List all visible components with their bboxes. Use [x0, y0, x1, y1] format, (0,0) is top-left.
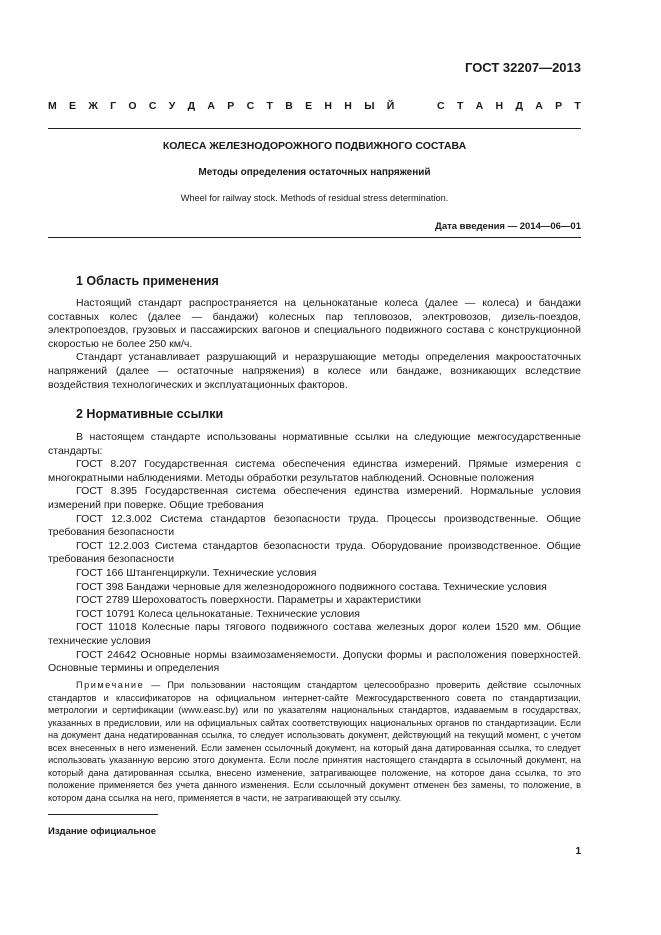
- interstate-letter: Д: [187, 100, 196, 112]
- note-label: Примечание: [76, 680, 145, 690]
- interstate-letters: [48, 100, 581, 112]
- reference-item: ГОСТ 10791 Колеса цельнокатаные. Технические условия: [76, 607, 360, 620]
- interstate-letter: У: [168, 100, 176, 112]
- interstate-letter: Н: [324, 100, 332, 112]
- interstate-letter: А: [207, 100, 215, 112]
- page-number: 1: [575, 846, 581, 857]
- section-1-body: [48, 297, 581, 392]
- section-2-intro: В настоящем стандарте использованы нормативные ссылки на следующие межгосударственные стандарты:: [48, 431, 581, 457]
- section-1-heading: 1 Область применения: [76, 274, 219, 288]
- interstate-letter: Р: [227, 100, 235, 112]
- interstate-letter: С: [246, 100, 255, 112]
- interstate-gap: [422, 100, 425, 112]
- interstate-banner: [48, 100, 581, 112]
- note-text: — При пользовании настоящим стандартом целесообразно проверить действие ссылочных стандартов и классификаторов на официальном интернет-сайте Межгосударственного совета по стандартизации, метрологии и сертификации (www.easc.by) или по указателям национальных стандартов, издаваемым в государствах, указанных в предисловии, или на официальных сайтах соответствующих национальных органов по стандартизации. Если на документ дана недатированная ссылка, то следует использовать документ, действующий на текущий момент, с учетом всех внесенных в него изменений. Если заменен ссылочный документ, на который дана датированная ссылка, то следует использовать указанную версию этого документа. Если после принятия настоящего стандарта в ссылочный документ, на который дана датированная ссылка, внесено изменение, затрагивающее положение, на которое дана ссылка, то это положение применяется без учета данного изменения. Если ссылочный документ отменен без замены, то положение, в котором дана ссылка на него, применяется в части, не затрагивающей эту ссылку.: [48, 680, 581, 803]
- interstate-letter: С: [437, 100, 445, 112]
- interstate-letter: Е: [305, 100, 313, 112]
- document-title: КОЛЕСА ЖЕЛЕЗНОДОРОЖНОГО ПОДВИЖНОГО СОСТАВА: [162, 140, 467, 152]
- section-1-paragraph: Настоящий стандарт распространяется на цельнокатаные колеса (далее — колеса) и бандажи составных колес (далее — бандажи) колесных пар тепловозов, электровозов, дизель-поездов, электропоездов, грузовых и пассажирских вагонов и специального подвижного состава с конструкционной скоростью не более 250 км/ч.: [48, 297, 581, 350]
- title-divider: [48, 237, 581, 238]
- interstate-letter: А: [475, 100, 484, 112]
- interstate-letter: Р: [555, 100, 563, 112]
- official-edition-label: Издание официальное: [48, 826, 156, 837]
- interstate-letter: С: [148, 100, 157, 112]
- reference-item: ГОСТ 12.2.003 Система стандартов безопасности труда. Оборудование производственное. Общие требования безопасности: [48, 539, 581, 566]
- introduction-date: Дата введения — 2014—06—01: [435, 221, 581, 232]
- interstate-letter: Г: [110, 100, 117, 112]
- interstate-letter: О: [128, 100, 137, 112]
- footer-rule: [48, 814, 158, 815]
- interstate-gap: [407, 100, 410, 112]
- interstate-letter: Н: [495, 100, 504, 112]
- interstate-letter: Ж: [88, 100, 98, 112]
- section-2-body: [48, 431, 581, 676]
- reference-item: ГОСТ 166 Штангенциркули. Технические условия: [76, 566, 317, 579]
- interstate-letter: Т: [266, 100, 273, 112]
- interstate-letter: Т: [574, 100, 581, 112]
- interstate-letter: Е: [69, 100, 77, 112]
- interstate-letter: Ы: [364, 100, 375, 112]
- document-subtitle: Методы определения остаточных напряжений: [198, 167, 431, 178]
- reference-item: ГОСТ 8.395 Государственная система обеспечения единства измерений. Нормальные условия измерений при поверке. Общие требования: [48, 485, 581, 511]
- reference-item: ГОСТ 12.3.002 Система стандартов безопасности труда. Процессы производственные. Общие требования безопасности: [48, 512, 581, 539]
- interstate-letter: В: [285, 100, 293, 112]
- interstate-letter: Д: [515, 100, 523, 112]
- interstate-letter: Й: [386, 100, 395, 112]
- references-note: [48, 679, 581, 804]
- reference-item: ГОСТ 11018 Колесные пары тягового подвижного состава железных дорог колеи 1520 мм. Общие технические условия: [48, 621, 581, 647]
- reference-item: ГОСТ 8.207 Государственная система обеспечения единства измерений. Прямые измерения с многократными наблюдениями. Методы обработки результатов наблюдений. Основные положения: [48, 458, 581, 484]
- section-2-heading: 2 Нормативные ссылки: [76, 407, 224, 421]
- standard-number: ГОСТ 32207—2013: [465, 60, 581, 75]
- english-title: Wheel for railway stock. Methods of residual stress determination.: [180, 193, 449, 203]
- interstate-letter: М: [48, 100, 57, 112]
- reference-item: ГОСТ 24642 Основные нормы взаимозаменяемости. Допуски формы и расположения поверхностей. Основные термины и определения: [48, 648, 581, 675]
- section-1-paragraph: Стандарт устанавливает разрушающий и неразрушающие методы определения макроостаточных напряжений (далее — остаточные напряжения) в колесе или бандаже, возникающих вследствие воздействия технологических и эксплуатационных факторов.: [48, 351, 581, 391]
- reference-item: ГОСТ 2789 Шероховатость поверхности. Параметры и характеристики: [76, 594, 421, 607]
- interstate-letter: Н: [344, 100, 352, 112]
- top-divider: [48, 128, 581, 129]
- interstate-letter: А: [535, 100, 543, 112]
- reference-item: ГОСТ 398 Бандажи черновые для железнодорожного подвижного состава. Технические условия: [76, 580, 547, 593]
- interstate-letter: Т: [456, 100, 464, 112]
